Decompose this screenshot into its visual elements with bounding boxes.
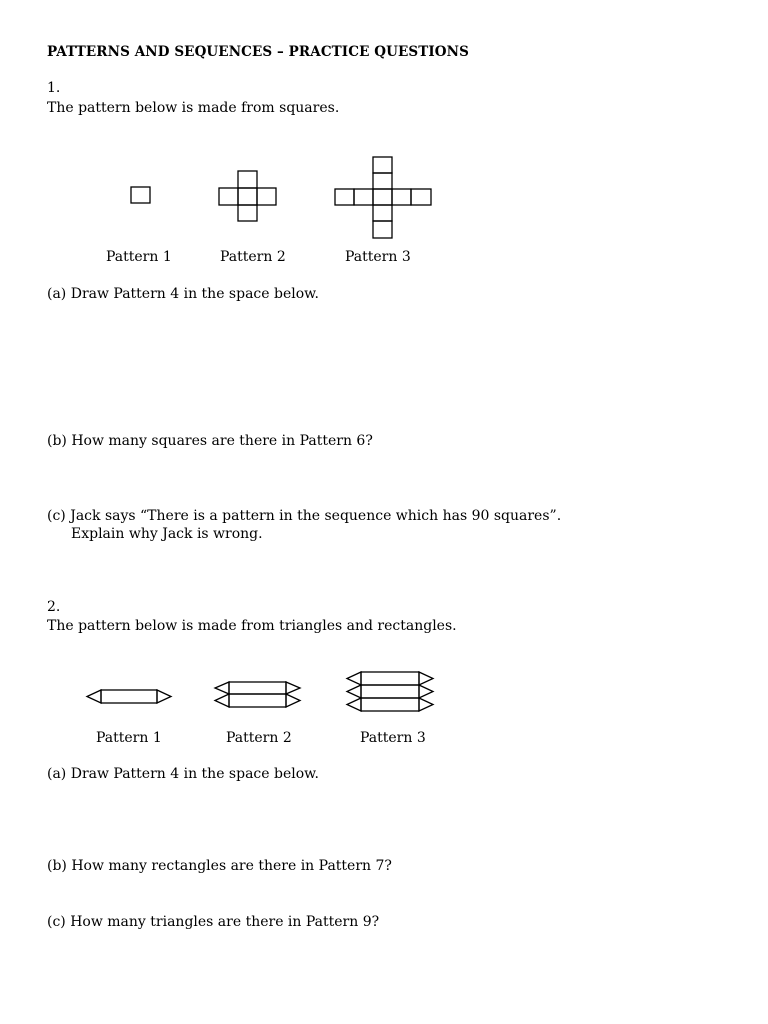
question-1-part-c-line-2: Explain why Jack is wrong. xyxy=(71,526,263,542)
q1-caption-pattern-1: Pattern 1 xyxy=(106,249,172,265)
q2-pattern-2-figure xyxy=(215,682,300,707)
question-1-part-b: (b) How many squares are there in Pattern 6? xyxy=(47,433,373,449)
question-1-part-c-line-1: (c) Jack says “There is a pattern in the sequence which has 90 squares”. xyxy=(47,508,562,524)
question-1-number: 1. xyxy=(47,80,61,96)
question-2-number: 2. xyxy=(47,599,61,615)
q2-caption-pattern-3: Pattern 3 xyxy=(360,730,426,746)
q2-pattern-1-figure xyxy=(87,690,171,703)
q1-caption-pattern-2: Pattern 2 xyxy=(220,249,286,265)
question-1-intro: The pattern below is made from squares. xyxy=(47,100,340,116)
question-2-intro: The pattern below is made from triangles and rectangles. xyxy=(47,618,457,634)
q2-pattern-3-figure xyxy=(347,672,433,711)
question-2-part-a: (a) Draw Pattern 4 in the space below. xyxy=(47,766,319,782)
q2-caption-pattern-1: Pattern 1 xyxy=(96,730,162,746)
page-title: PATTERNS AND SEQUENCES – PRACTICE QUESTIONS xyxy=(47,44,469,60)
q2-caption-pattern-2: Pattern 2 xyxy=(226,730,292,746)
q1-caption-pattern-3: Pattern 3 xyxy=(345,249,411,265)
question-2-part-c: (c) How many triangles are there in Pattern 9? xyxy=(47,914,380,930)
question-2-part-b: (b) How many rectangles are there in Pattern 7? xyxy=(47,858,392,874)
question-1-part-a: (a) Draw Pattern 4 in the space below. xyxy=(47,286,319,302)
